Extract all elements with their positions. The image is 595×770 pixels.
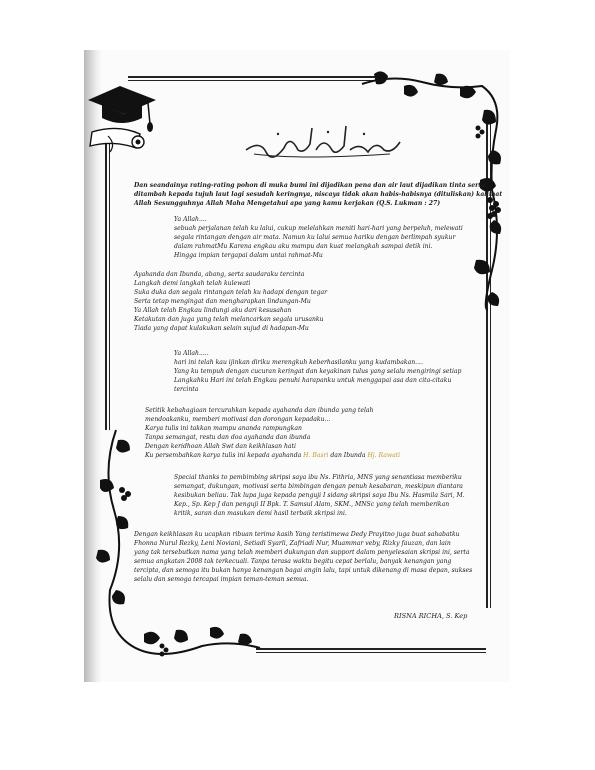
prayer-line: hari ini telah kau ijinkan diriku merengkuh keberhasilanku yang kudambakan.... xyxy=(174,359,423,366)
offering-line-last xyxy=(145,451,400,460)
mother-name: Hj. Rawati xyxy=(367,452,401,459)
thanks-line: kritik, saran dan masukan demi hasil terbaik skripsi ini. xyxy=(174,510,347,517)
thanks-line: tercipta, dan semoga itu bukan hanya kenangan bagai angin lalu, tapi untuk dikenang di masa depan, sukses xyxy=(134,567,473,574)
thanks-supervisors xyxy=(174,473,465,518)
offering-middle: dan Ibunda xyxy=(328,452,368,459)
prayer-line: Langkahku Hari ini telah Engkau penuhi harapanku untuk menggapai asa dan cita-citaku xyxy=(174,377,452,384)
frame-line-bottom-inner xyxy=(256,652,486,653)
frame-line-left xyxy=(105,130,107,430)
dedication-line: Ya Allah telah Engkau lindungi aku dari kesusahan xyxy=(134,307,292,314)
dedication-line: Suka duka dan segala rintangan telah ku hadapi dengan tegar xyxy=(134,289,328,296)
quote-line: ditambah kepada tujuh laut lagi sesudah keringnya, niscaya tidak akan habis-habisnya (dituliskan) kalimat xyxy=(134,191,503,198)
dedication-line: Ketakutan dan juga yang telah melancarkan segala urusanku xyxy=(134,316,324,323)
dedication-line: Serta tetap mengingat dan mengharapkan lindungan-Mu xyxy=(134,298,311,305)
thanks-line: Dengan keikhlasan ku ucapkan ribuan terima kasih Yang teristimewa Dedy Prayitno juga buat sahabatku xyxy=(134,531,460,538)
thanks-line: yang tak tersebutkan nama yang telah memberi dukungan dan support dalam penyelesaian skripsi ini, serta xyxy=(134,549,470,556)
prayer-line: Ya Allah..... xyxy=(174,350,209,357)
father-name: H. Basri xyxy=(303,452,329,459)
prayer-line: Hingga impian tergapai dalam untai rahmat-Mu xyxy=(174,252,323,259)
frame-line-left-inner xyxy=(109,130,110,430)
prayer-line: Ya Allah.... xyxy=(174,216,207,223)
thanks-line: Fhonna Nurul Rezky, Leni Noviani, Setiadi Syarli, Zafriadi Nur, Muammar veby, Rizky fauzan, dan lain xyxy=(134,540,451,547)
thanks-line: selalu dan semoga tercapai impian teman-teman semua. xyxy=(134,576,309,583)
thanks-line: semua angkatan 2008 tak terkecuali. Tanpa terasa waktu begitu cepat berlalu, banyak kenangan yang xyxy=(134,558,452,565)
offering-line: mendoakanku, memberi motivasi dan dorongan kepadaku... xyxy=(145,416,331,423)
thanks-line: Special thanks to pembimbing skripsi saya ibu Ns. Fithria, MNS yang senantiasa memberiku xyxy=(174,474,462,481)
quote-line: Allah Sesungguhnya Allah Maha Mengetahui apa yang kamu kerjakan (Q.S. Lukman : 27) xyxy=(134,200,441,207)
prayer-line: segala rintangan dengan air mata. Namun ku lalui semua hariku dengan berlimpah syukur xyxy=(174,234,456,241)
opening-quote xyxy=(134,181,502,208)
prayer-line: dalam rahmatMu Karena engkau aku mampu dan kuat melangkah sampai detik ini. xyxy=(174,243,433,250)
dedication-line: Tiada yang dapat kulakukan selain sujud di hadapan-Mu xyxy=(134,325,309,332)
dedication-line: Ayahanda dan Ibunda, abang, serta saudaraku tercinta xyxy=(134,271,305,278)
prayer-line: sebuah perjalanan telah ku lalui, cukup melelahkan meniti hari-hari yang berpeluh, melewati xyxy=(174,225,463,232)
diploma-scroll-icon xyxy=(88,118,148,158)
prayer-paragraph-2 xyxy=(174,349,461,394)
thanks-line: semangat, dukungan, motivasi serta bimbingan dengan penuh kesabaran, meskipun diantara xyxy=(174,483,463,490)
offering-paragraph xyxy=(145,406,400,460)
prayer-line: tercinta xyxy=(174,386,199,393)
thanks-line: Kep., Sp. Kep J dan penguji II Bpk. T. Samsul Alam, SKM., MNSc yang telah memberikan xyxy=(174,501,450,508)
signature: RISNA RICHA, S. Kep xyxy=(394,612,468,620)
offering-prefix: Ku persembahkan karya tulis ini kepada ayahanda xyxy=(145,452,304,459)
offering-line: Tanpa semangat, restu dan doa ayahanda dan ibunda xyxy=(145,434,311,441)
thanks-line: kesibukan beliau. Tak lupa juga kepada penguji I sidang skripsi saya Ibu Ns. Hasmila Sari, M. xyxy=(174,492,465,499)
offering-line: Karya tulis ini takkan mampu ananda rampungkan xyxy=(145,425,302,432)
quote-line: Dan seandainya rating-rating pohon di muka bumi ini dijadikan pena dan air laut dijadikan tinta serta xyxy=(134,182,486,189)
dedication-line: Langkah demi langkah telah kulewati xyxy=(134,280,251,287)
offering-line: Dengan keridhoan Allah Swt dan keikhlasan hati xyxy=(145,443,296,450)
thanks-friends xyxy=(134,530,472,584)
offering-line: Setitik kebahagiaan tercurahkan kepada ayahanda dan ibunda yang telah xyxy=(145,407,374,414)
prayer-line: Yang ku tempuh dengan cucuran keringat dan keyakinan tulus yang selalu mengiringi setiap xyxy=(174,368,462,375)
family-dedication xyxy=(134,270,327,333)
frame-line-bottom xyxy=(256,648,486,650)
prayer-paragraph-1 xyxy=(174,215,463,260)
